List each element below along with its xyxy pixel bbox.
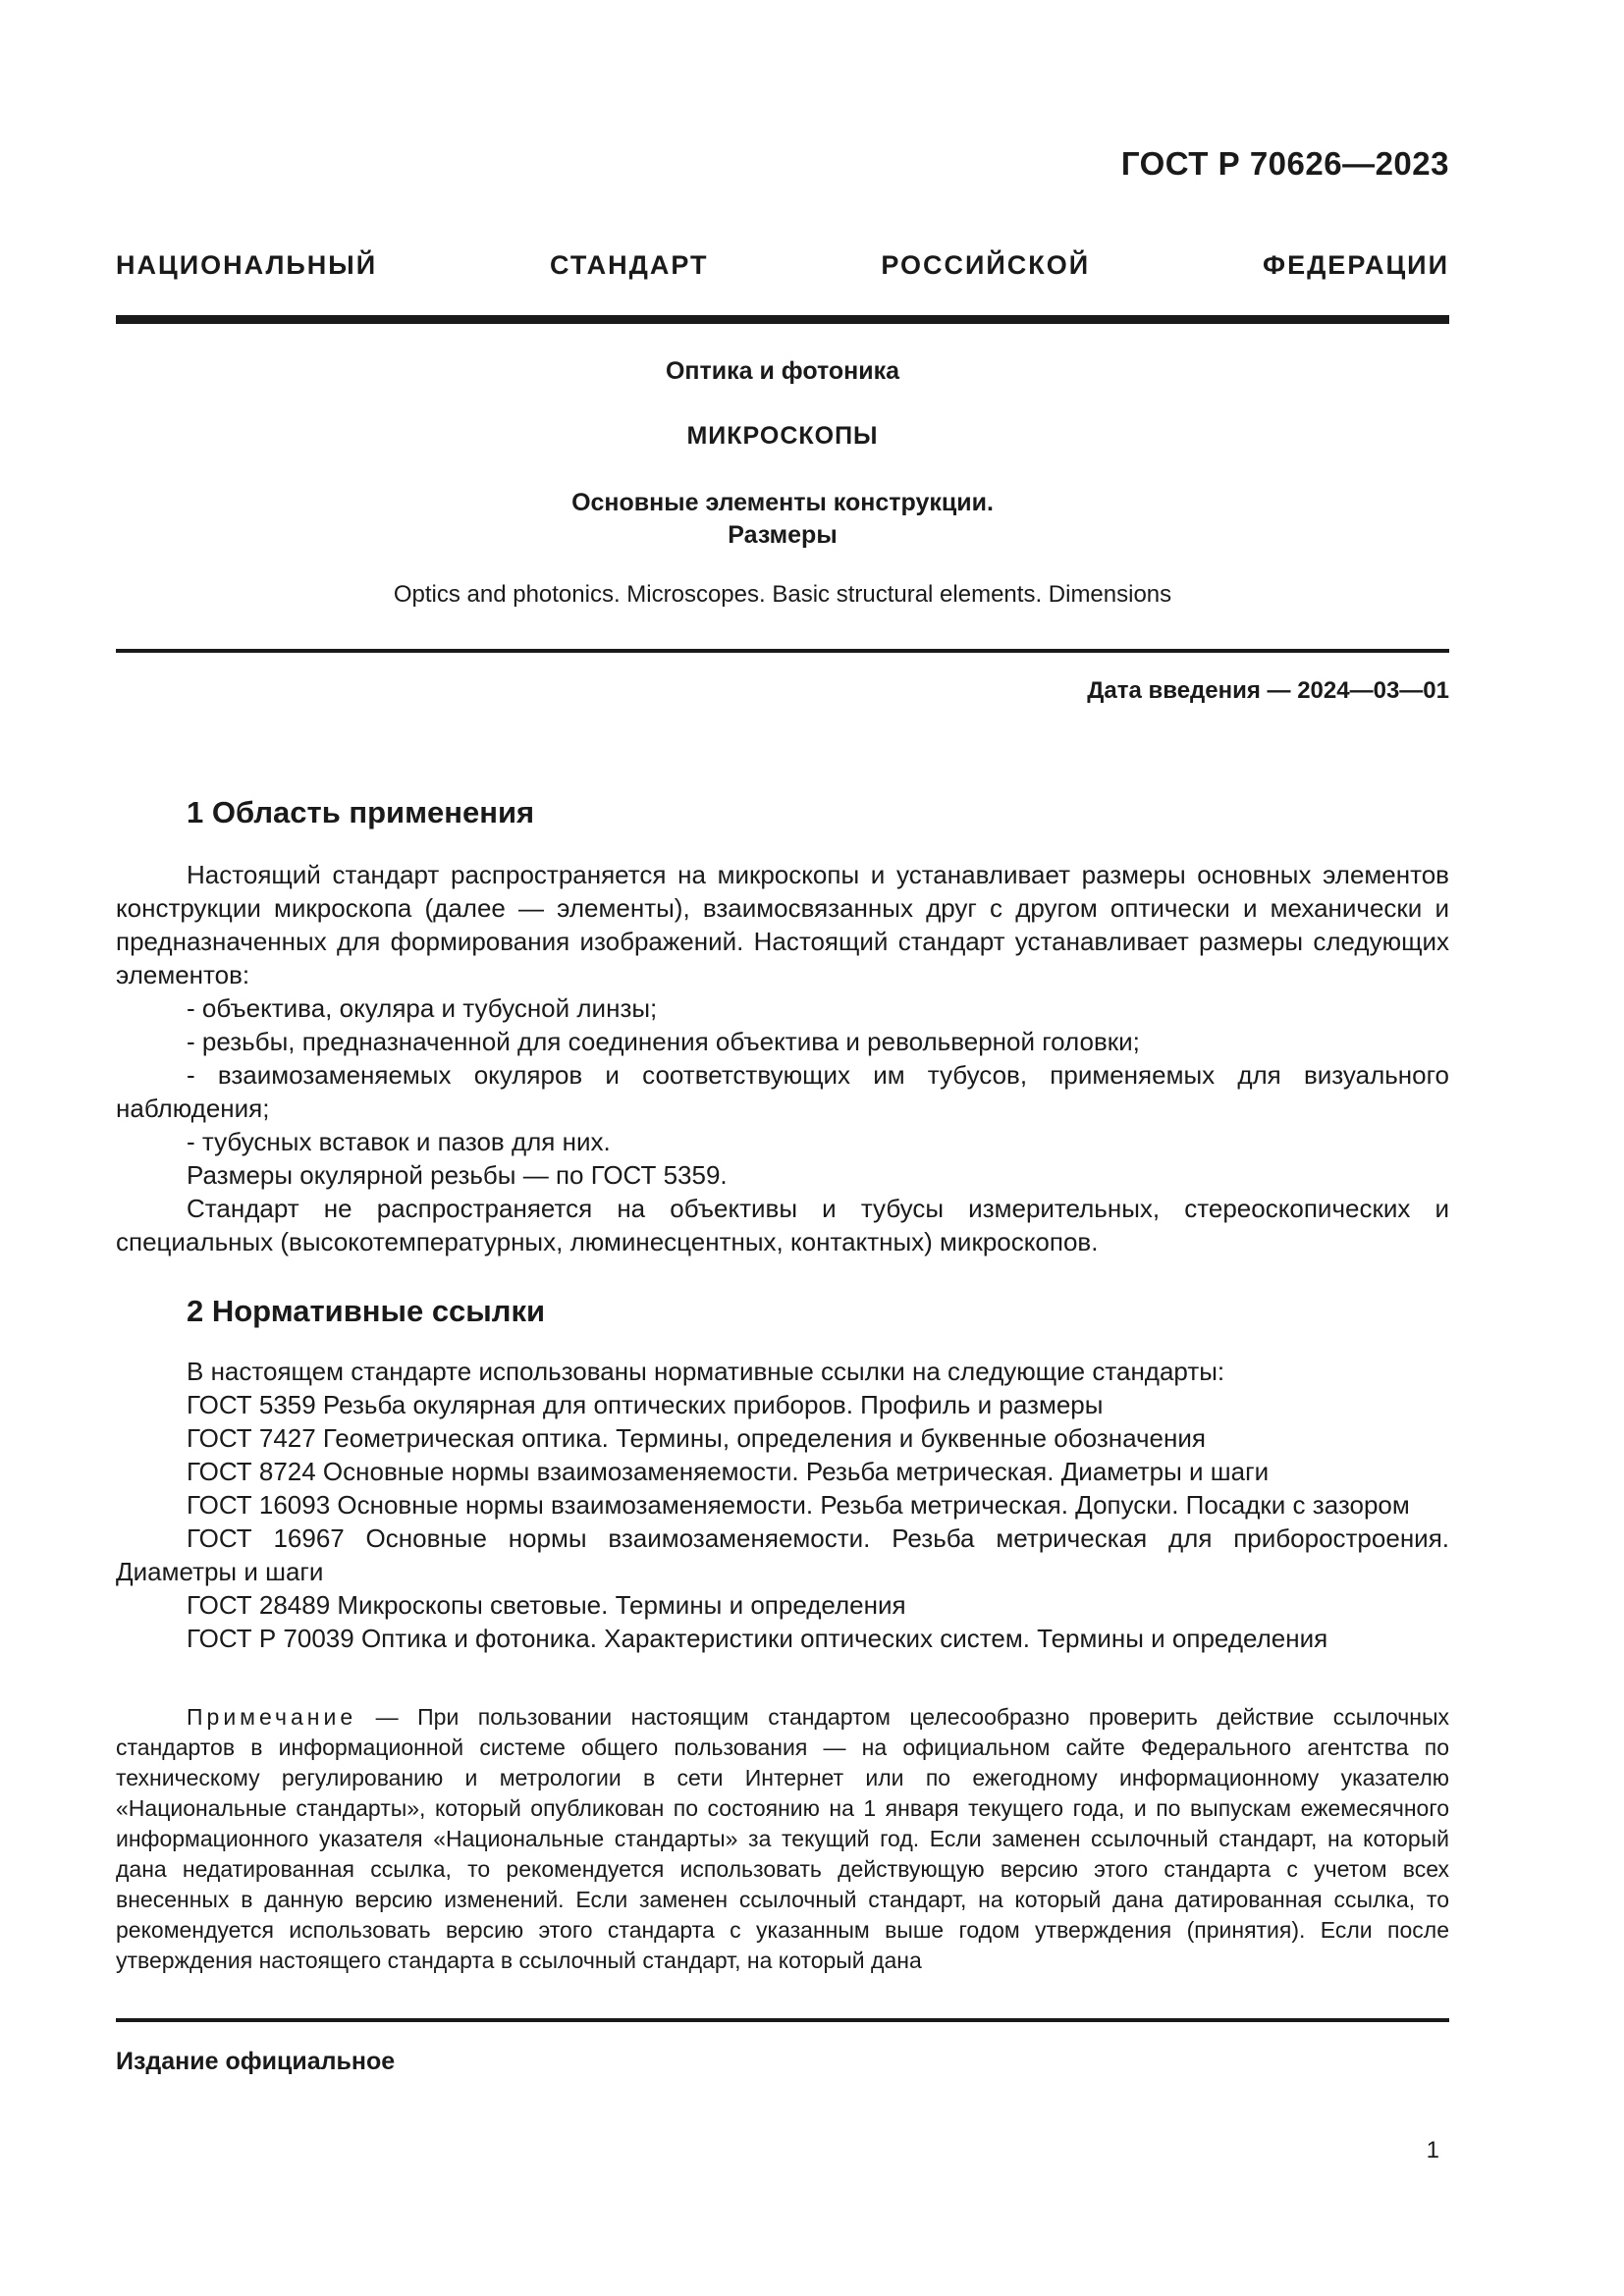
- section-1-paragraph: Размеры окулярной резьбы — по ГОСТ 5359.: [187, 1160, 728, 1190]
- section-1-body: [116, 858, 1449, 1258]
- main-title: МИКРОСКОПЫ: [686, 422, 879, 450]
- reference-item: ГОСТ 8724 Основные нормы взаимозаменяемости. Резьба метрическая. Диаметры и шаги: [187, 1457, 1270, 1486]
- list-item: - тубусных вставок и пазов для них.: [187, 1127, 611, 1156]
- subject-area-title: Оптика и фотоника: [665, 357, 900, 385]
- reference-item: ГОСТ 16093 Основные нормы взаимозаменяемости. Резьба метрическая. Допуски. Посадки с зазором: [187, 1490, 1410, 1520]
- english-title: Optics and photonics. Microscopes. Basic structural elements. Dimensions: [393, 581, 1172, 608]
- subtitle: [116, 487, 1449, 552]
- note-text: — При пользовании настоящим стандартом целесообразно проверить действие ссылочных стандартов в информационной системе общего пользования — на официальном сайте Федерального агентства по техническому регулированию и метрологии в сети Интернет или по ежегодному информационному указателю «Национальные стандарты», который опубликован по состоянию на 1 января текущего года, и по выпускам ежемесячного информационного указателя «Национальные стандарты» за текущий год. Если заменен ссылочный стандарт, на который дана недатированная ссылка, то рекомендуется использовать действующую версию этого стандарта с учетом всех внесенных в данную версию изменений. Если заменен ссылочный стандарт, на который дана датированная ссылка, то рекомендуется использовать версию этого стандарта с указанным выше годом утверждения (принятия). Если после утверждения настоящего стандарта в ссылочный стандарт, на который дана: [116, 1704, 1449, 1973]
- section-1-paragraph: Стандарт не распространяется на объективы и тубусы измерительных, стереоскопических и специальных (высокотемпературных, люминесцентных, контактных) микроскопов.: [116, 1194, 1449, 1256]
- list-item: - резьбы, предназначенной для соединения объектива и револьверной головки;: [187, 1027, 1140, 1056]
- section-2-body: [116, 1355, 1449, 1655]
- list-item: - объектива, окуляра и тубусной линзы;: [187, 993, 658, 1023]
- reference-item: ГОСТ Р 70039 Оптика и фотоника. Характеристики оптических систем. Термины и определения: [187, 1624, 1328, 1653]
- footer-rule: [116, 2018, 1449, 2022]
- note-paragraph: [116, 1702, 1449, 1976]
- standard-designation: ГОСТ Р 70626—2023: [1120, 145, 1449, 182]
- title-rule: [116, 649, 1449, 653]
- note-label: Примечание: [187, 1704, 357, 1730]
- section-1-paragraph: Настоящий стандарт распространяется на микроскопы и устанавливает размеры основных элементов конструкции микроскопа (далее — элементы), взаимосвязанных друг с другом оптически и механически и предназначенных для формирования изображений. Настоящий стандарт устанавливает размеры следующих элементов:: [116, 860, 1449, 989]
- official-edition-label: Издание официальное: [116, 2048, 396, 2075]
- page-number: 1: [1426, 2137, 1439, 2163]
- reference-item: ГОСТ 5359 Резьба окулярная для оптических приборов. Профиль и размеры: [187, 1390, 1104, 1419]
- introduction-date: Дата введения — 2024—03—01: [1087, 677, 1449, 704]
- section-2-intro: В настоящем стандарте использованы нормативные ссылки на следующие стандарты:: [187, 1357, 1225, 1386]
- reference-item: ГОСТ 28489 Микроскопы световые. Термины и определения: [187, 1590, 906, 1620]
- header-rule: [116, 315, 1449, 324]
- section-2-heading: 2 Нормативные ссылки: [187, 1294, 546, 1328]
- reference-item: ГОСТ 16967 Основные нормы взаимозаменяемости. Резьба метрическая для приборостроения. Диаметры и шаги: [116, 1523, 1449, 1586]
- list-item: - взаимозаменяемых окуляров и соответствующих им тубусов, применяемых для визуального наблюдения;: [116, 1060, 1449, 1123]
- subtitle-line-1: Основные элементы конструкции.: [571, 489, 994, 516]
- national-standard-banner: НАЦИОНАЛЬНЫЙ СТАНДАРТ РОССИЙСКОЙ ФЕДЕРАЦИИ: [116, 250, 1449, 280]
- subtitle-line-2: Размеры: [728, 521, 838, 549]
- section-1-heading: 1 Область применения: [187, 795, 535, 829]
- reference-item: ГОСТ 7427 Геометрическая оптика. Термины, определения и буквенные обозначения: [187, 1423, 1206, 1453]
